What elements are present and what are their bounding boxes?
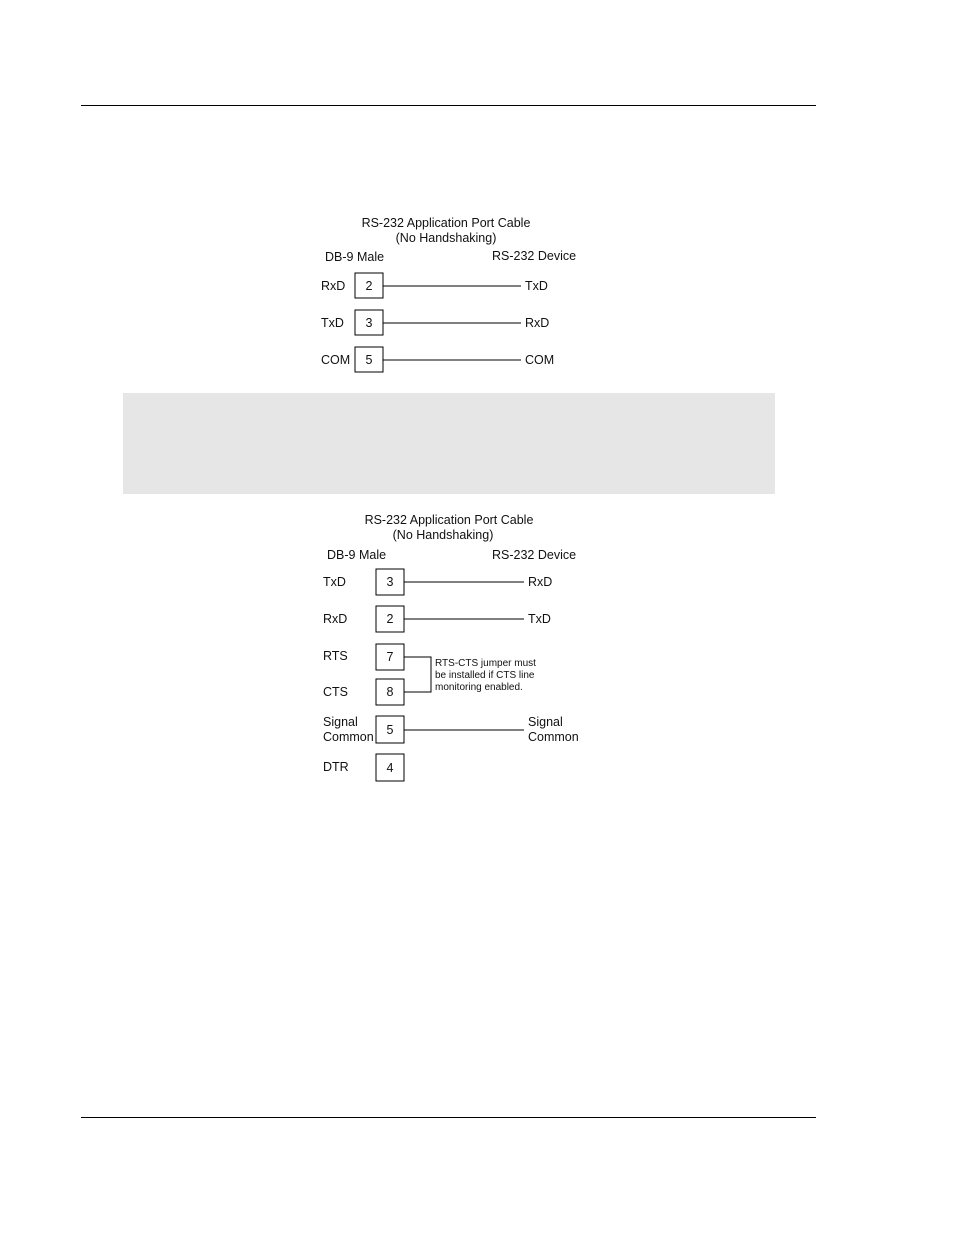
diagram2-row5-pin: 5 <box>386 723 394 737</box>
diagram2-row-txd <box>323 569 552 595</box>
diagram2-row5-right-label-line1: Signal <box>528 715 563 729</box>
jumper-note-line3: monitoring enabled. <box>435 682 523 693</box>
jumper-note-line2: be installed if CTS line <box>435 670 535 681</box>
diagram2-row1-right-label: RxD <box>528 575 553 589</box>
rts-cts-jumper <box>404 657 431 692</box>
diagram2-row5-left-label-line2: Common <box>323 730 374 744</box>
diagram2-row5-left-label-line1: Signal <box>323 715 358 729</box>
diagram2-row1-left-label: TxD <box>323 575 346 589</box>
diagram1-row3-left-label: COM <box>321 353 351 367</box>
jumper-note-line1: RTS-CTS jumper must <box>435 658 536 669</box>
diagram1-row2-left-label: TxD <box>321 316 344 330</box>
diagram2-row2-pin: 2 <box>386 612 394 626</box>
cable-diagram-2 <box>323 513 579 781</box>
diagram1-right-header: RS-232 Device <box>492 249 577 263</box>
diagram2-row3-pin: 7 <box>386 650 394 664</box>
diagram1-row-txd <box>321 310 549 335</box>
diagram2-subtitle: (No Handshaking) <box>392 528 494 542</box>
diagram2-row-cts <box>323 679 404 705</box>
diagram1-row2-right-label: RxD <box>525 316 550 330</box>
diagram1-row-com <box>321 347 554 372</box>
diagram1-row1-left-label: RxD <box>321 279 346 293</box>
diagram2-row2-left-label: RxD <box>323 612 348 626</box>
diagram1-row-rxd <box>321 273 548 298</box>
diagram2-row-signal-common <box>323 715 579 744</box>
cable-diagram-1 <box>321 216 576 372</box>
jumper-note <box>435 658 536 693</box>
diagram2-row4-left-label: CTS <box>323 685 348 699</box>
diagram2-row-rts <box>323 644 404 670</box>
diagram2-title: RS-232 Application Port Cable <box>364 513 534 527</box>
diagram2-row6-pin: 4 <box>386 761 394 775</box>
diagram1-title: RS-232 Application Port Cable <box>361 216 531 230</box>
diagram1-row3-pin: 5 <box>365 353 373 367</box>
diagram1-row1-right-label: TxD <box>525 279 548 293</box>
diagram2-row1-pin: 3 <box>386 575 394 589</box>
diagram2-row3-left-label: RTS <box>323 649 348 663</box>
diagram1-row2-pin: 3 <box>365 316 373 330</box>
diagram2-right-header: RS-232 Device <box>492 548 577 562</box>
diagram2-row4-pin: 8 <box>386 685 394 699</box>
diagram2-row-dtr <box>323 754 404 781</box>
diagram2-left-header: DB-9 Male <box>327 548 387 562</box>
diagram2-row-rxd <box>323 606 551 632</box>
diagram2-row5-right-label-line2: Common <box>528 730 579 744</box>
diagram1-subtitle: (No Handshaking) <box>395 231 497 245</box>
diagram2-row6-left-label: DTR <box>323 760 349 774</box>
diagram1-row1-pin: 2 <box>365 279 373 293</box>
diagram1-left-header: DB-9 Male <box>325 250 385 264</box>
diagram2-row2-right-label: TxD <box>528 612 551 626</box>
diagram1-row3-right-label: COM <box>525 353 555 367</box>
